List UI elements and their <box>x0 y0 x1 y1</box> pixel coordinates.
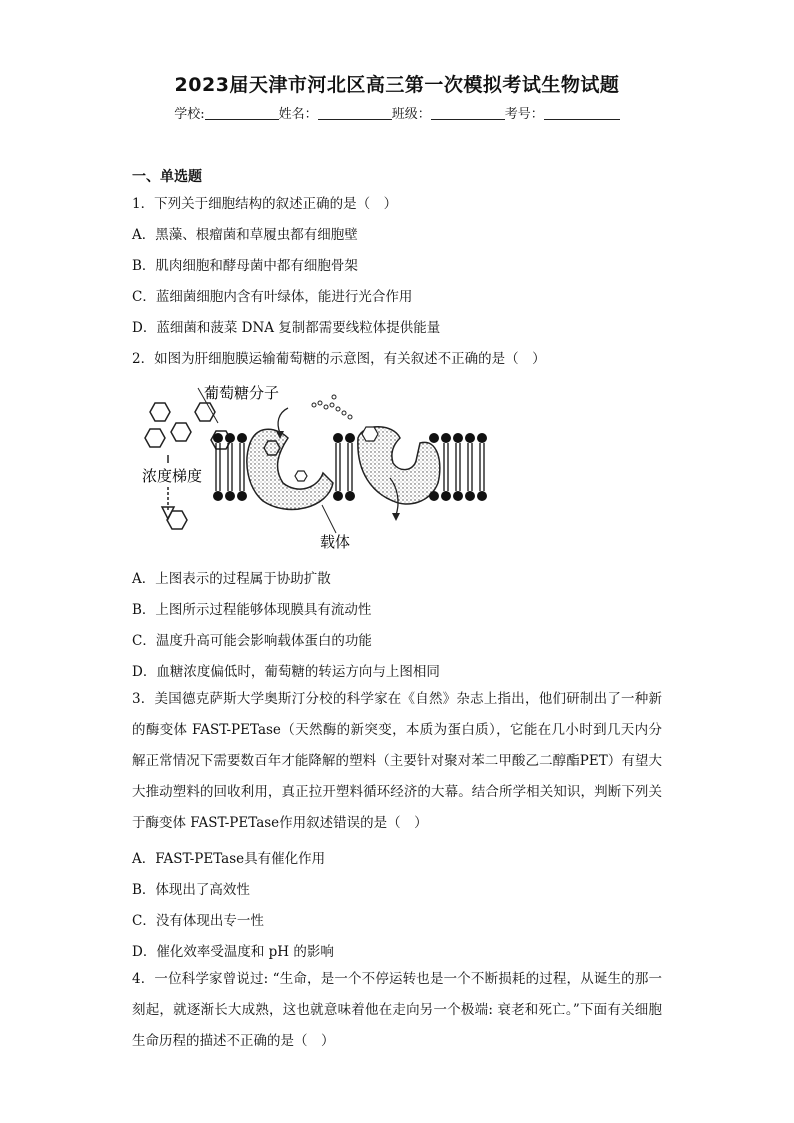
section-heading: 一、单选题 <box>132 169 202 185</box>
q3-stem: 3．美国德克萨斯大学奥斯汀分校的科学家在《自然》杂志上指出，他们研制出了一种新的酶变体 FAST-PETase（天然酶的新突变，本质为蛋白质），它能在几小时到几天内分解正常情况下需要数百年才能降解的塑料（主要针对聚对苯二甲酸乙二醇酯PET）有望大大推动塑料的回收利用，真正拉开塑料循环经济的大幕。结合所学相关知识，判断下列关于酶变体 FAST-PETase作用叙述错误的是（ ） <box>132 691 662 831</box>
q1-stem: 1．下列关于细胞结构的叙述正确的是（ ） <box>132 196 398 212</box>
q3-option-d: D．催化效率受温度和 pH 的影响 <box>132 944 334 960</box>
school-label: 学校: <box>174 107 205 122</box>
q1-option-d: D．蓝细菌和菠菜 DNA 复制都需要线粒体提供能量 <box>132 320 441 336</box>
q1-option-a: A．黑藻、根瘤菌和草履虫都有细胞壁 <box>132 227 358 243</box>
q2-option-c: C．温度升高可能会影响载体蛋白的功能 <box>132 633 372 649</box>
q3-option-b: B．体现出了高效性 <box>132 882 250 898</box>
q1-option-c: C．蓝细菌细胞内含有叶绿体，能进行光合作用 <box>132 289 413 305</box>
class-blank[interactable] <box>431 105 505 120</box>
carrier-pointer-line <box>322 505 336 533</box>
gradient-arrow-icon <box>162 455 174 519</box>
carrier-label: 载体 <box>320 533 351 551</box>
exam-title: 2023届天津市河北区高三第一次模拟考试生物试题 <box>174 74 620 96</box>
glucose-chain-icon <box>312 395 352 419</box>
glucose-label: 葡萄糖分子 <box>204 384 280 402</box>
q2-option-d: D．血糖浓度偏低时，葡萄糖的转运方向与上图相同 <box>132 664 440 680</box>
cell-membrane <box>213 427 487 510</box>
number-blank[interactable] <box>544 105 620 120</box>
q3-option-a: A．FAST-PETase具有催化作用 <box>132 851 326 867</box>
q2-option-a: A．上图表示的过程属于协助扩散 <box>132 571 331 587</box>
gradient-label: 浓度梯度 <box>142 467 203 485</box>
q4-stem: 4．一位科学家曾说过: “生命，是一个不停运转也是一个不断损耗的过程，从诞生的那一刻起，就逐渐长大成熟，这也就意味着他在走向另一个极端: 衰老和死亡。”下面有关细胞生命历程的描述不正确的是（ ） <box>132 971 662 1049</box>
curved-arrow-icon <box>278 408 288 433</box>
glucose-transport-figure <box>138 383 498 553</box>
name-label: 姓名： <box>278 107 318 122</box>
class-label: 班级： <box>391 107 431 122</box>
name-blank[interactable] <box>318 105 392 120</box>
number-label: 考号： <box>504 107 544 122</box>
school-blank[interactable] <box>205 105 279 120</box>
student-info-line <box>0 103 794 122</box>
q1-option-b: B．肌肉细胞和酵母菌中都有细胞骨架 <box>132 258 358 274</box>
q3-option-c: C．没有体现出专一性 <box>132 913 264 929</box>
carrier-protein-1 <box>247 429 333 509</box>
q2-stem: 2．如图为肝细胞膜运输葡萄糖的示意图，有关叙述不正确的是（ ） <box>132 351 546 367</box>
q2-option-b: B．上图所示过程能够体现膜具有流动性 <box>132 602 372 618</box>
